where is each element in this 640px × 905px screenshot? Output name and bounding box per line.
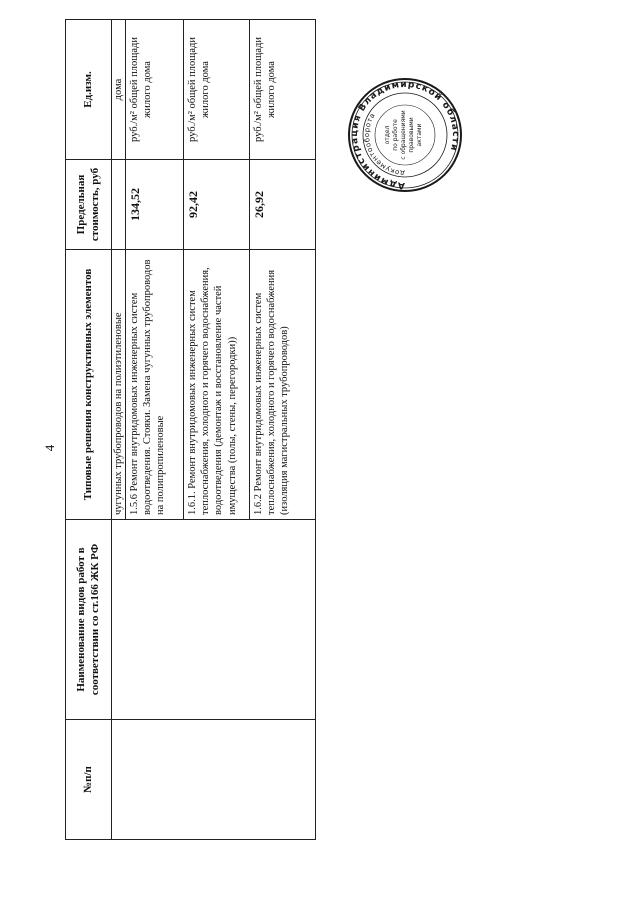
stamp-center-line: по работе — [392, 119, 399, 151]
cell-cost: 26,92 — [250, 160, 316, 250]
cell-work-name — [112, 520, 316, 720]
stamp-center-line: отдел — [384, 125, 391, 145]
cell-cost: 92,42 — [184, 160, 250, 250]
official-seal-icon — [345, 75, 465, 195]
header-unit: Ед.изм. — [66, 20, 112, 160]
cell-solution: чугунных трубопроводов на полиэтиленовые — [112, 250, 126, 520]
cell-cost — [112, 160, 126, 250]
cell-unit: руб./м² общей площади жилого дома — [184, 20, 250, 160]
rotated-table-container — [65, 20, 315, 840]
header-max-cost: Предельная стоимость, руб — [66, 160, 112, 250]
header-no: №п/п — [66, 720, 112, 840]
stamp-ring-text: документооборота — [362, 111, 406, 178]
cell-unit: дома — [112, 20, 126, 160]
cell-solution: 1.6.2 Ремонт внутридомовых инженерных систем теплоснабжения, холодного и горячего водоснабжения (изоляция магистральных трубопроводов) — [250, 250, 316, 520]
stamp-outer-text: Администрация Владимирской области — [349, 79, 461, 191]
table-row — [112, 20, 126, 840]
stamp-center-line: актами — [416, 123, 423, 147]
stamp-center-line: правовыми — [408, 117, 415, 153]
cell-solution: 1.5.6 Ремонт внутридомовых инженерных систем водоотведения. Стояки. Замена чугунных трубопроводов на полипропиленовые — [126, 250, 184, 520]
cell-unit: руб./м² общей площади жилого дома — [126, 20, 184, 160]
header-typical-solutions: Типовые решения конструктивных элементов — [66, 250, 112, 520]
header-work-name: Наименование видов работ в соответствии со ст.166 ЖК РФ — [66, 520, 112, 720]
table-header-row — [66, 20, 112, 840]
cell-cost: 134,52 — [126, 160, 184, 250]
cell-solution: 1.6.1. Ремонт внутридомовых инженерных систем теплоснабжения, холодного и горячего водоснабжения, водоотведения (демонтаж и восстановление частей имущества (полы, стены, перегородки)) — [184, 250, 250, 520]
page-number: 4 — [42, 444, 57, 452]
cost-table — [65, 19, 316, 840]
rotated-table — [65, 20, 315, 840]
stamp-center-line: с обращениями — [400, 110, 407, 160]
cell-no — [112, 720, 316, 840]
cell-unit: руб./м² общей площади жилого дома — [250, 20, 316, 160]
